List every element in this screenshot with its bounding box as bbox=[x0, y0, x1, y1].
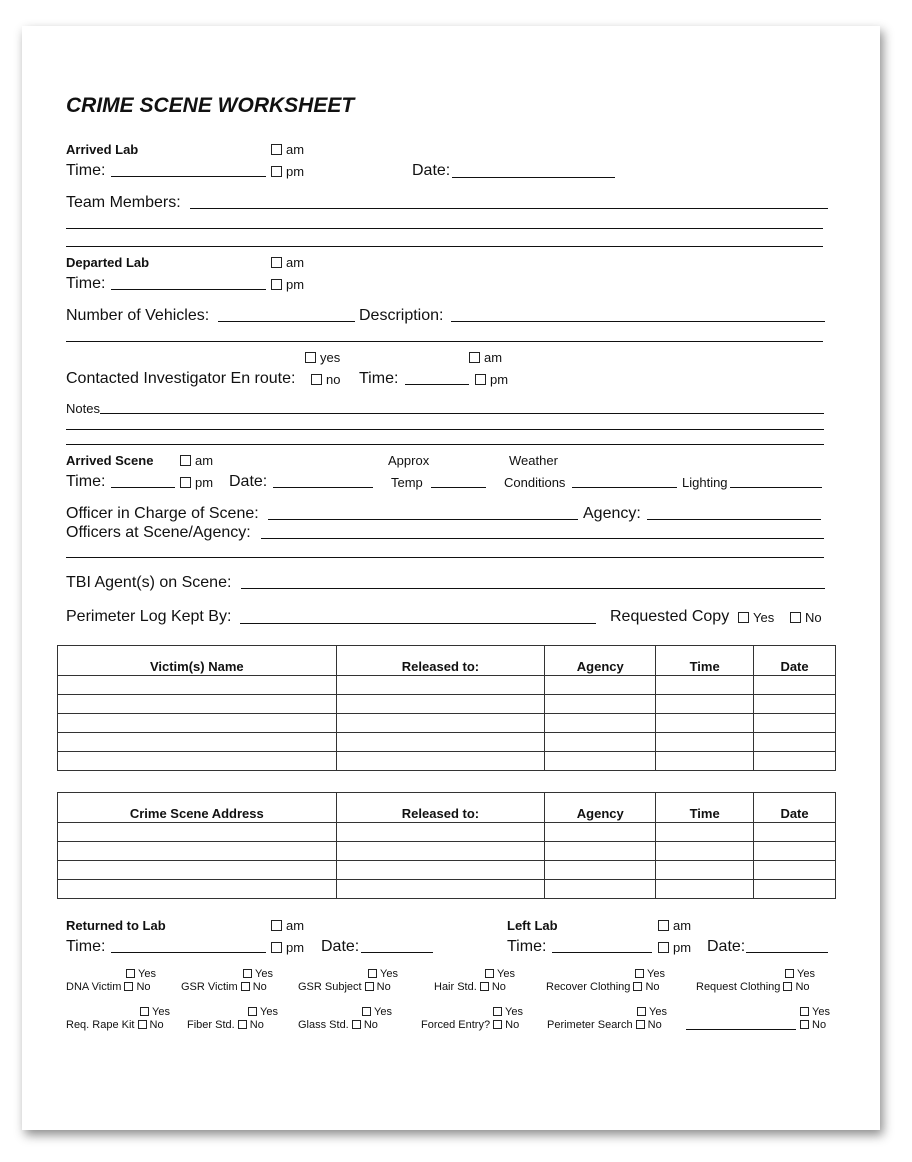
no-label: No bbox=[805, 610, 822, 625]
table-cell[interactable] bbox=[545, 733, 656, 752]
table-row bbox=[58, 861, 836, 880]
table-cell[interactable] bbox=[754, 823, 836, 842]
table-cell[interactable] bbox=[58, 676, 337, 695]
arrived-lab-date-field[interactable] bbox=[452, 177, 615, 178]
checkbox-icon bbox=[138, 1020, 147, 1029]
item-label: Forced Entry? bbox=[421, 1019, 491, 1031]
table-cell[interactable] bbox=[754, 880, 836, 899]
contacted-time-field[interactable] bbox=[405, 384, 469, 385]
lighting-label: Lighting bbox=[682, 475, 728, 490]
table-cell[interactable] bbox=[58, 842, 337, 861]
returned-lab-time-label: Time: bbox=[66, 938, 106, 955]
vehicles-count-label: Number of Vehicles: bbox=[66, 307, 210, 324]
no-label: No bbox=[795, 981, 810, 993]
table-row bbox=[58, 714, 836, 733]
pm-label: pm bbox=[286, 164, 305, 179]
table-cell[interactable] bbox=[545, 880, 656, 899]
perimeter-search-yes-checkbox[interactable] bbox=[637, 1006, 667, 1018]
table-cell[interactable] bbox=[545, 752, 656, 771]
requested-copy-no-checkbox[interactable] bbox=[790, 610, 822, 625]
yes-label: Yes bbox=[647, 968, 665, 980]
no-label: No bbox=[149, 1019, 164, 1031]
no-label: No bbox=[491, 981, 506, 993]
table-cell[interactable] bbox=[58, 695, 337, 714]
column-header: Released to: bbox=[336, 793, 545, 823]
departed-lab-pm-checkbox[interactable] bbox=[271, 277, 304, 292]
table-cell[interactable] bbox=[656, 752, 754, 771]
table-cell[interactable] bbox=[754, 752, 836, 771]
glass-std-no-checkbox[interactable] bbox=[298, 1019, 378, 1031]
table-row bbox=[58, 823, 836, 842]
arrived-lab-time-field[interactable] bbox=[111, 176, 266, 177]
officer-agency-label: Agency: bbox=[583, 505, 641, 522]
vehicles-count-field[interactable] bbox=[218, 321, 355, 322]
arrived-lab-time-label: Time: bbox=[66, 162, 106, 179]
checkbox-icon bbox=[658, 920, 669, 931]
team-members-field-line[interactable] bbox=[66, 228, 823, 229]
gsr-victim-yes-checkbox[interactable] bbox=[243, 968, 273, 980]
table-cell[interactable] bbox=[58, 861, 337, 880]
column-header: Time bbox=[656, 793, 754, 823]
checkbox-icon bbox=[271, 166, 282, 177]
yes-label: Yes bbox=[505, 1006, 523, 1018]
officers-at-scene-field[interactable] bbox=[261, 538, 824, 539]
conditions-field[interactable] bbox=[572, 487, 677, 488]
table-cell[interactable] bbox=[336, 714, 545, 733]
table-header-row bbox=[58, 646, 836, 676]
am-label: am bbox=[286, 255, 305, 270]
checkbox-icon bbox=[783, 982, 792, 991]
item-label: DNA Victim bbox=[66, 981, 122, 993]
request-clothing-yes-checkbox[interactable] bbox=[785, 968, 815, 980]
returned-lab-date-field[interactable] bbox=[361, 952, 433, 953]
rape-kit-yes-checkbox[interactable] bbox=[140, 1006, 170, 1018]
vehicles-description-field-line[interactable] bbox=[66, 341, 823, 342]
fiber-std-no-checkbox[interactable] bbox=[187, 1019, 264, 1031]
gsr-subject-no-checkbox[interactable] bbox=[298, 981, 391, 993]
perimeter-search-no-checkbox[interactable] bbox=[547, 1019, 662, 1031]
checkbox-icon bbox=[271, 257, 282, 268]
yes-label: Yes bbox=[497, 968, 515, 980]
notes-label: Notes bbox=[66, 401, 100, 416]
checkbox-icon bbox=[124, 982, 133, 991]
perimeter-log-field[interactable] bbox=[240, 623, 596, 624]
table-cell[interactable] bbox=[336, 676, 545, 695]
table-cell[interactable] bbox=[754, 714, 836, 733]
checkbox-icon bbox=[311, 374, 322, 385]
checkbox-icon bbox=[635, 969, 644, 978]
am-label: am bbox=[673, 918, 692, 933]
request-clothing-no-checkbox[interactable] bbox=[696, 981, 810, 993]
notes-field-line[interactable] bbox=[66, 444, 824, 445]
column-header: Date bbox=[754, 646, 836, 676]
item-label: Recover Clothing bbox=[546, 981, 631, 993]
column-header: Victim(s) Name bbox=[58, 646, 337, 676]
item-label: GSR Subject bbox=[298, 981, 362, 993]
table-cell[interactable] bbox=[545, 842, 656, 861]
table-cell[interactable] bbox=[336, 752, 545, 771]
checkbox-icon bbox=[658, 942, 669, 953]
no-label: No bbox=[136, 981, 151, 993]
yes-label: Yes bbox=[260, 1006, 278, 1018]
table-cell[interactable] bbox=[58, 714, 337, 733]
returned-lab-pm-checkbox[interactable] bbox=[271, 940, 304, 955]
yes-label: Yes bbox=[374, 1006, 392, 1018]
officer-in-charge-field[interactable] bbox=[268, 519, 578, 520]
left-lab-time-label: Time: bbox=[507, 938, 547, 955]
checkbox-icon bbox=[140, 1007, 149, 1016]
checkbox-icon bbox=[271, 920, 282, 931]
yes-label: yes bbox=[320, 350, 341, 365]
checkbox-icon bbox=[469, 352, 480, 363]
page-title: CRIME SCENE WORKSHEET bbox=[66, 94, 355, 117]
table-row bbox=[58, 676, 836, 695]
column-header: Date bbox=[754, 793, 836, 823]
table-row bbox=[58, 733, 836, 752]
table-cell[interactable] bbox=[656, 861, 754, 880]
table-cell[interactable] bbox=[545, 676, 656, 695]
left-lab-am-checkbox[interactable] bbox=[658, 918, 691, 933]
table-row bbox=[58, 842, 836, 861]
table-cell[interactable] bbox=[754, 676, 836, 695]
table-cell[interactable] bbox=[754, 695, 836, 714]
table-cell[interactable] bbox=[336, 861, 545, 880]
checkbox-icon bbox=[480, 982, 489, 991]
arrived-scene-pm-checkbox[interactable] bbox=[180, 475, 213, 490]
arrived-lab-am-checkbox[interactable] bbox=[271, 142, 304, 157]
left-lab-time-field[interactable] bbox=[552, 952, 652, 953]
checkbox-icon bbox=[180, 455, 191, 466]
pm-label: pm bbox=[673, 940, 692, 955]
custom-item-yes-checkbox[interactable] bbox=[800, 1006, 830, 1018]
contacted-am-checkbox[interactable] bbox=[469, 350, 502, 365]
contacted-investigator-label: Contacted Investigator En route: bbox=[66, 370, 296, 387]
arrived-scene-am-checkbox[interactable] bbox=[180, 453, 213, 468]
checkbox-icon bbox=[362, 1007, 371, 1016]
departed-lab-time-field[interactable] bbox=[111, 289, 266, 290]
table-cell[interactable] bbox=[656, 714, 754, 733]
checkbox-icon bbox=[352, 1020, 361, 1029]
recover-clothing-no-checkbox[interactable] bbox=[546, 981, 660, 993]
table-cell[interactable] bbox=[656, 842, 754, 861]
recover-clothing-yes-checkbox[interactable] bbox=[635, 968, 665, 980]
column-header: Released to: bbox=[336, 646, 545, 676]
table-cell[interactable] bbox=[336, 880, 545, 899]
gsr-victim-no-checkbox[interactable] bbox=[181, 981, 267, 993]
contacted-time-label: Time: bbox=[359, 370, 399, 387]
checkbox-icon bbox=[271, 144, 282, 155]
tbi-agents-label: TBI Agent(s) on Scene: bbox=[66, 574, 232, 591]
checkbox-icon bbox=[180, 477, 191, 488]
checkbox-icon bbox=[365, 982, 374, 991]
yes-label: Yes bbox=[138, 968, 156, 980]
arrived-scene-date-label: Date: bbox=[229, 473, 268, 490]
table-cell[interactable] bbox=[656, 676, 754, 695]
column-header: Agency bbox=[545, 646, 656, 676]
checkbox-icon bbox=[248, 1007, 257, 1016]
column-header: Agency bbox=[545, 793, 656, 823]
fiber-std-yes-checkbox[interactable] bbox=[248, 1006, 278, 1018]
arrived-scene-heading: Arrived Scene bbox=[66, 453, 154, 468]
officer-in-charge-label: Officer in Charge of Scene: bbox=[66, 505, 259, 522]
arrived-scene-time-field[interactable] bbox=[111, 487, 175, 488]
requested-copy-yes-checkbox[interactable] bbox=[738, 610, 774, 625]
perimeter-log-label: Perimeter Log Kept By: bbox=[66, 608, 232, 625]
no-label: No bbox=[812, 1019, 827, 1031]
item-label: Hair Std. bbox=[434, 981, 477, 993]
table-cell[interactable] bbox=[58, 880, 337, 899]
departed-lab-time-label: Time: bbox=[66, 275, 106, 292]
pm-label: pm bbox=[286, 940, 305, 955]
table-cell[interactable] bbox=[656, 733, 754, 752]
checkbox-icon bbox=[790, 612, 801, 623]
contacted-no-checkbox[interactable] bbox=[311, 372, 340, 387]
dna-victim-yes-checkbox[interactable] bbox=[126, 968, 156, 980]
table-row bbox=[58, 752, 836, 771]
am-label: am bbox=[286, 918, 305, 933]
table-cell[interactable] bbox=[58, 752, 337, 771]
yes-label: Yes bbox=[649, 1006, 667, 1018]
table-cell[interactable] bbox=[545, 714, 656, 733]
arrived-scene-date-field[interactable] bbox=[273, 487, 373, 488]
team-members-field-line[interactable] bbox=[66, 246, 823, 247]
rape-kit-no-checkbox[interactable] bbox=[66, 1019, 164, 1031]
table-cell[interactable] bbox=[58, 733, 337, 752]
table-cell[interactable] bbox=[545, 823, 656, 842]
table-cell[interactable] bbox=[656, 823, 754, 842]
left-lab-pm-checkbox[interactable] bbox=[658, 940, 691, 955]
table-row bbox=[58, 695, 836, 714]
table-header-row bbox=[58, 793, 836, 823]
no-label: No bbox=[376, 981, 391, 993]
yes-label: Yes bbox=[380, 968, 398, 980]
contacted-yes-checkbox[interactable] bbox=[305, 350, 340, 365]
yes-label: Yes bbox=[255, 968, 273, 980]
no-label: No bbox=[252, 981, 267, 993]
requested-copy-label: Requested Copy bbox=[610, 608, 730, 625]
arrived-lab-heading: Arrived Lab bbox=[66, 142, 139, 157]
column-header: Time bbox=[656, 646, 754, 676]
victim-table bbox=[57, 645, 836, 771]
pm-label: pm bbox=[195, 475, 214, 490]
no-label: No bbox=[249, 1019, 264, 1031]
table-cell[interactable] bbox=[545, 695, 656, 714]
item-label: Req. Rape Kit bbox=[66, 1019, 135, 1031]
team-members-field[interactable] bbox=[190, 208, 828, 209]
left-lab-heading: Left Lab bbox=[507, 918, 558, 933]
table-cell[interactable] bbox=[545, 861, 656, 880]
returned-lab-heading: Returned to Lab bbox=[66, 918, 166, 933]
item-label: Perimeter Search bbox=[547, 1019, 633, 1031]
custom-item-field[interactable] bbox=[686, 1029, 796, 1030]
dna-victim-no-checkbox[interactable] bbox=[66, 981, 151, 993]
checkbox-icon bbox=[785, 969, 794, 978]
item-label: GSR Victim bbox=[181, 981, 238, 993]
approx-label: Approx bbox=[388, 453, 430, 468]
left-lab-date-label: Date: bbox=[707, 938, 746, 955]
table-cell[interactable] bbox=[656, 695, 754, 714]
temp-label: Temp bbox=[391, 475, 423, 490]
vehicles-description-label: Description: bbox=[359, 307, 444, 324]
checkbox-icon bbox=[475, 374, 486, 385]
checkbox-icon bbox=[485, 969, 494, 978]
checkbox-icon bbox=[493, 1020, 502, 1029]
table-cell[interactable] bbox=[336, 695, 545, 714]
checkbox-icon bbox=[637, 1007, 646, 1016]
hair-std-yes-checkbox[interactable] bbox=[485, 968, 515, 980]
no-label: No bbox=[645, 981, 660, 993]
arrived-scene-time-label: Time: bbox=[66, 473, 106, 490]
checkbox-icon bbox=[271, 279, 282, 290]
tbi-agents-field[interactable] bbox=[241, 588, 825, 589]
pm-label: pm bbox=[490, 372, 509, 387]
yes-label: Yes bbox=[812, 1006, 830, 1018]
am-label: am bbox=[195, 453, 214, 468]
yes-label: Yes bbox=[797, 968, 815, 980]
returned-lab-time-field[interactable] bbox=[111, 952, 266, 953]
officer-agency-field[interactable] bbox=[647, 519, 821, 520]
table-cell[interactable] bbox=[336, 842, 545, 861]
item-label: Fiber Std. bbox=[187, 1019, 235, 1031]
gsr-subject-yes-checkbox[interactable] bbox=[368, 968, 398, 980]
checkbox-icon bbox=[126, 969, 135, 978]
arrived-lab-date-label: Date: bbox=[412, 162, 451, 179]
checkbox-icon bbox=[800, 1020, 809, 1029]
no-label: No bbox=[505, 1019, 520, 1031]
item-label: Glass Std. bbox=[298, 1019, 349, 1031]
item-label: Request Clothing bbox=[696, 981, 781, 993]
arrived-lab-pm-checkbox[interactable] bbox=[271, 164, 304, 179]
returned-lab-date-label: Date: bbox=[321, 938, 360, 955]
address-table bbox=[57, 792, 836, 899]
yes-label: Yes bbox=[152, 1006, 170, 1018]
weather-label: Weather bbox=[509, 453, 558, 468]
checkbox-icon bbox=[271, 942, 282, 953]
am-label: am bbox=[286, 142, 305, 157]
checkbox-icon bbox=[238, 1020, 247, 1029]
departed-lab-heading: Departed Lab bbox=[66, 255, 150, 270]
forced-entry-yes-checkbox[interactable] bbox=[493, 1006, 523, 1018]
conditions-label: Conditions bbox=[504, 475, 566, 490]
checkbox-icon bbox=[241, 982, 250, 991]
returned-lab-am-checkbox[interactable] bbox=[271, 918, 304, 933]
column-header: Crime Scene Address bbox=[58, 793, 337, 823]
glass-std-yes-checkbox[interactable] bbox=[362, 1006, 392, 1018]
checkbox-icon bbox=[633, 982, 642, 991]
forced-entry-no-checkbox[interactable] bbox=[421, 1019, 519, 1031]
victim-table-body bbox=[58, 676, 836, 771]
table-cell[interactable] bbox=[58, 823, 337, 842]
table-cell[interactable] bbox=[754, 861, 836, 880]
address-table-body bbox=[58, 823, 836, 899]
lighting-field[interactable] bbox=[730, 487, 822, 488]
checkbox-icon bbox=[493, 1007, 502, 1016]
checkbox-icon bbox=[800, 1007, 809, 1016]
pm-label: pm bbox=[286, 277, 305, 292]
table-cell[interactable] bbox=[336, 823, 545, 842]
table-row bbox=[58, 880, 836, 899]
hair-std-no-checkbox[interactable] bbox=[434, 981, 506, 993]
no-label: no bbox=[326, 372, 341, 387]
table-cell[interactable] bbox=[754, 842, 836, 861]
team-members-label: Team Members: bbox=[66, 194, 181, 211]
officers-at-scene-field-line[interactable] bbox=[66, 557, 824, 558]
table-cell[interactable] bbox=[656, 880, 754, 899]
notes-field[interactable] bbox=[100, 413, 824, 414]
checkbox-icon bbox=[636, 1020, 645, 1029]
checkbox-icon bbox=[243, 969, 252, 978]
table-cell[interactable] bbox=[754, 733, 836, 752]
custom-item-no-checkbox[interactable] bbox=[800, 1019, 826, 1031]
departed-lab-am-checkbox[interactable] bbox=[271, 255, 304, 270]
vehicles-description-field[interactable] bbox=[451, 321, 825, 322]
checkbox-icon bbox=[305, 352, 316, 363]
no-label: No bbox=[647, 1019, 662, 1031]
officers-at-scene-label: Officers at Scene/Agency: bbox=[66, 524, 251, 541]
checkbox-icon bbox=[368, 969, 377, 978]
contacted-pm-checkbox[interactable] bbox=[475, 372, 508, 387]
checkbox-icon bbox=[738, 612, 749, 623]
table-cell[interactable] bbox=[336, 733, 545, 752]
no-label: No bbox=[363, 1019, 378, 1031]
yes-label: Yes bbox=[753, 610, 775, 625]
left-lab-date-field[interactable] bbox=[746, 952, 828, 953]
temp-field[interactable] bbox=[431, 487, 486, 488]
am-label: am bbox=[484, 350, 503, 365]
notes-field-line[interactable] bbox=[66, 429, 824, 430]
